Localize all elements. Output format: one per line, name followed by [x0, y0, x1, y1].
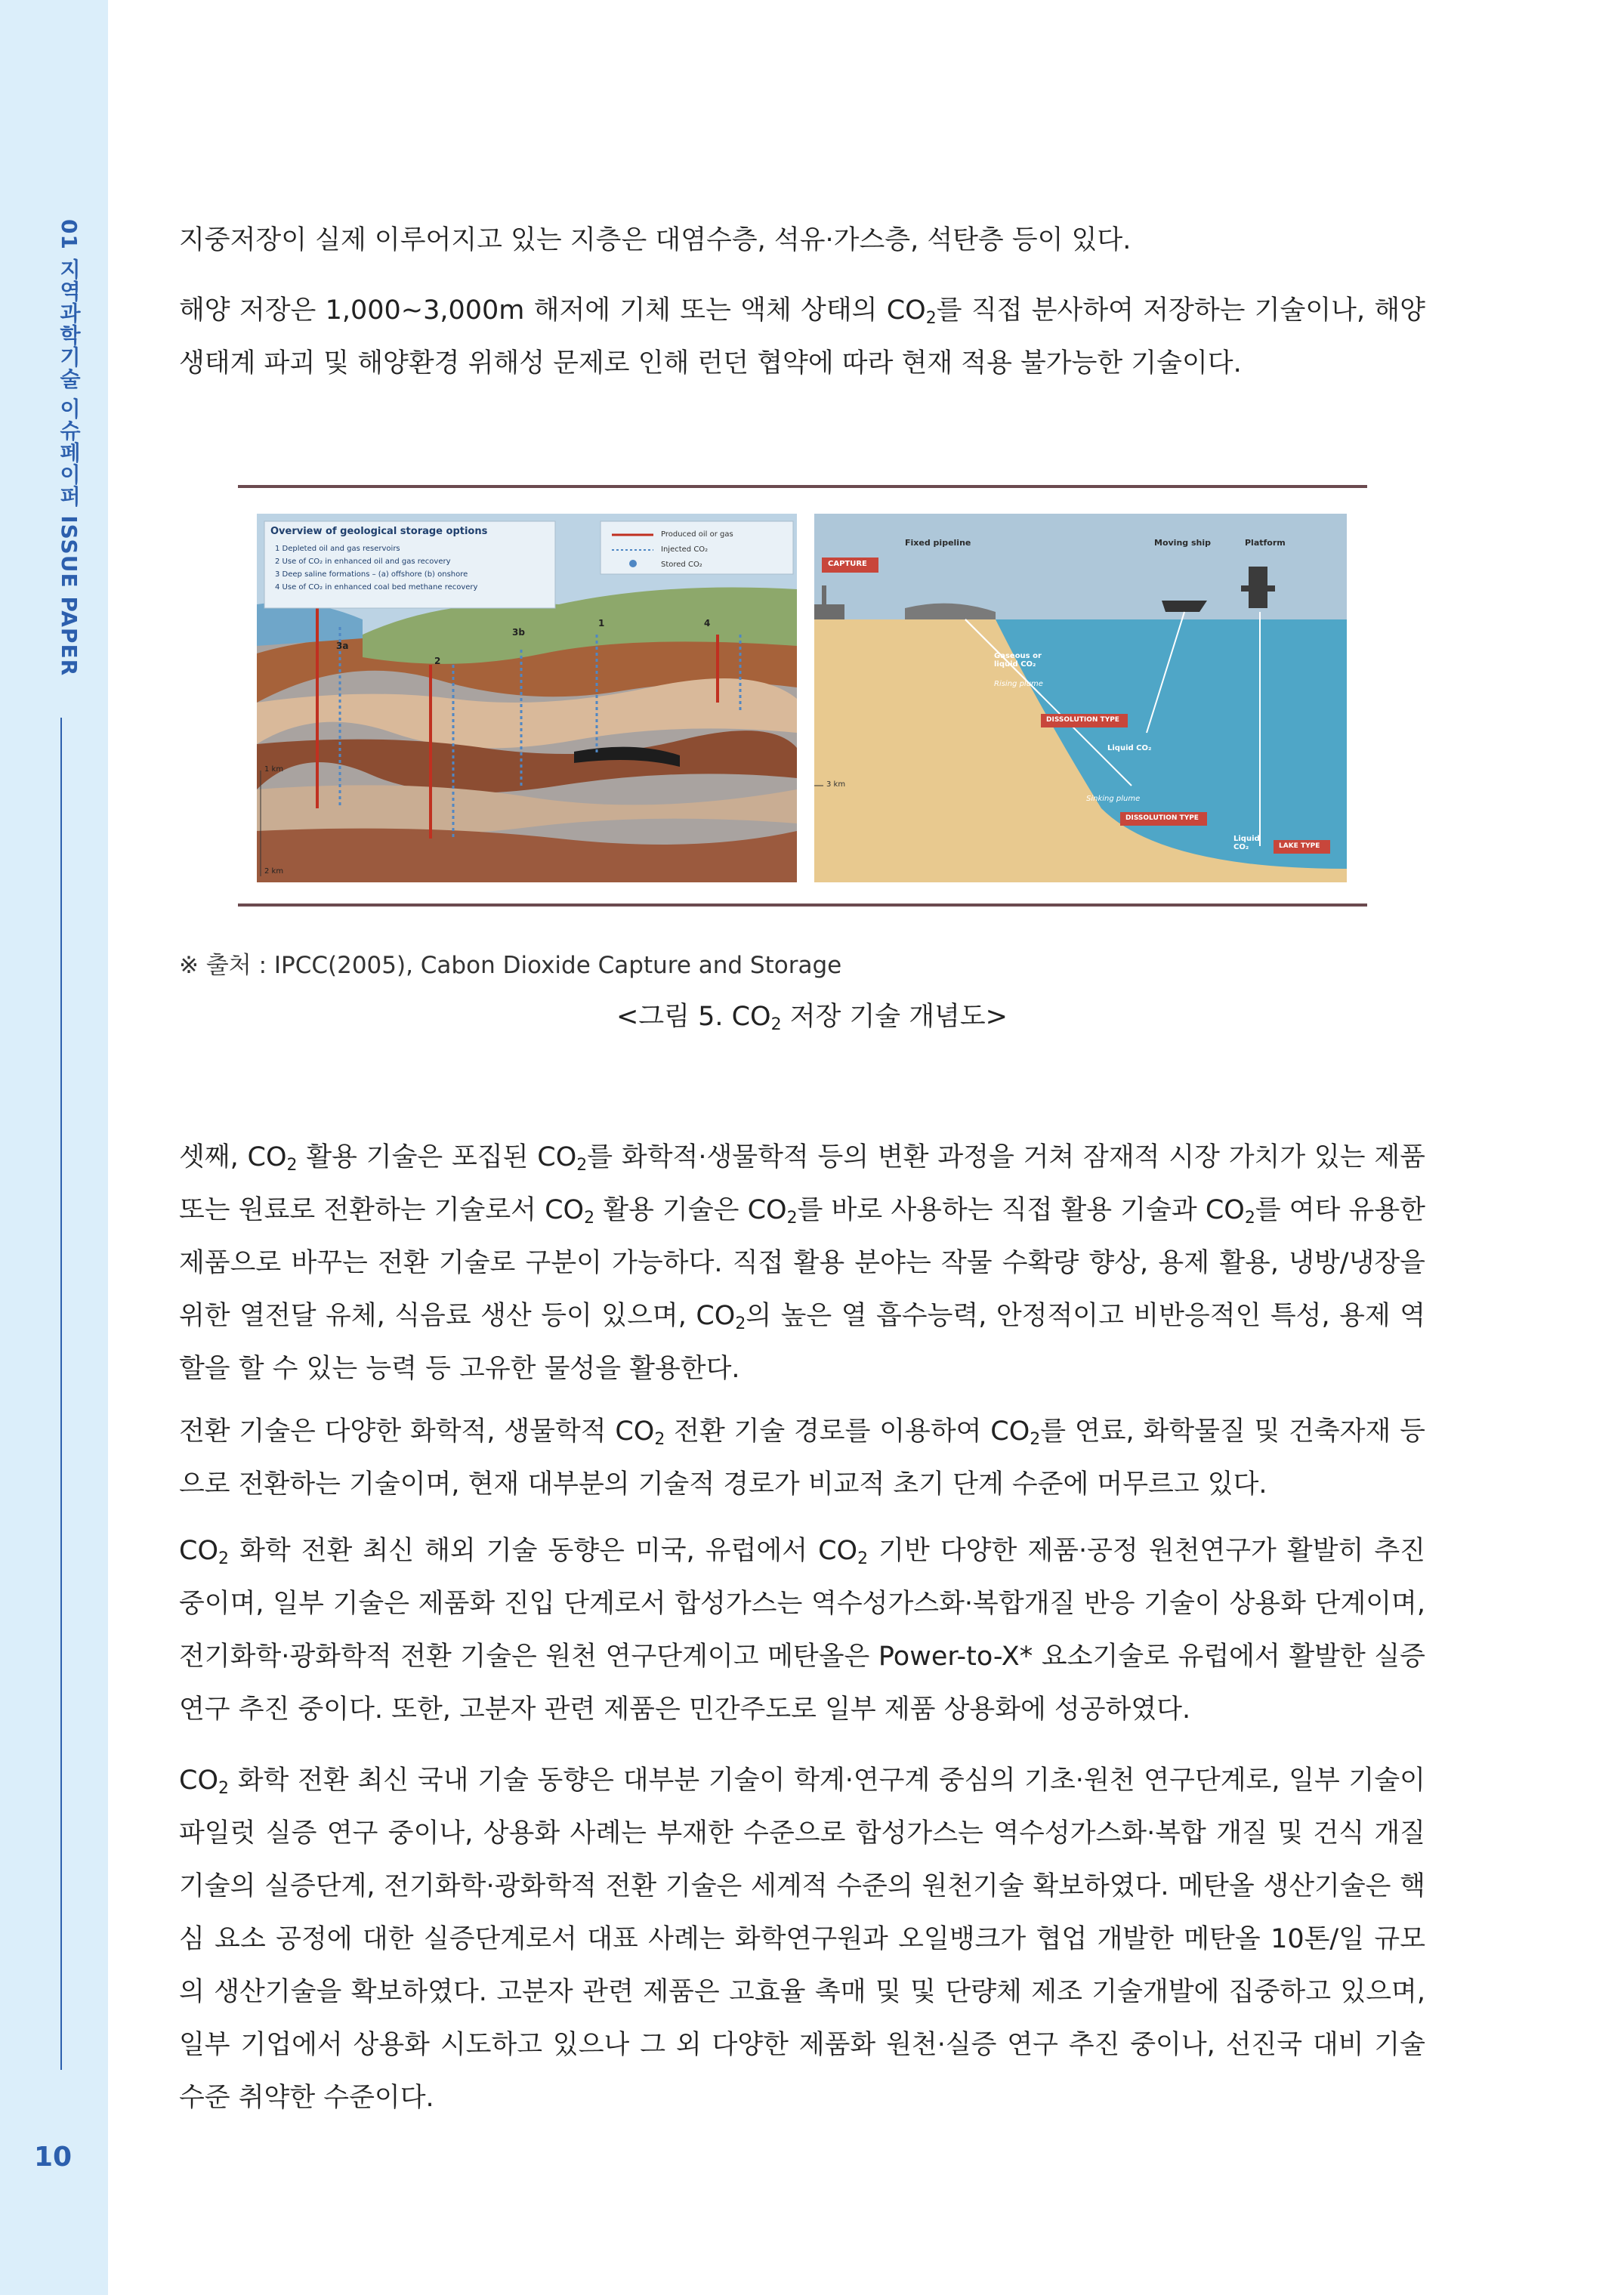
subscript: 2 [770, 1015, 782, 1034]
storage-option: 3 Deep saline formations – (a) offshore (b) onshore [275, 570, 468, 579]
marker-3b: 3b [512, 627, 525, 638]
figure-caption [0, 996, 1624, 1033]
paragraph-text: 전환 기술은 다양한 화학적, 생물학적 CO [179, 1416, 655, 1447]
paragraph-text: 를 직접 분사하여 저장하는 기술이나, 해양생태계 파괴 및 해양환경 위해성 문제로 인해 런던 협약에 따라 현재 적용 불가능한 기술이다. [179, 295, 1425, 378]
paragraph-text: 를 여타 유용한 제품으로 바꾸는 전환 기술로 구분이 가능하다. 직접 활용 분야는 작물 수확량 향상, 용제 활용, 냉방/냉장을 위한 열전달 유체, 식음료 생산 등이 있으며, CO [179, 1195, 1425, 1331]
label-sinking-plume: Sinking plume [1086, 795, 1141, 803]
marker-2: 2 [434, 656, 441, 666]
label-fixed-pipeline: Fixed pipeline [905, 538, 971, 548]
paragraph-text: 화학 전환 최신 국내 기술 동향은 대부분 기술이 학계·연구계 중심의 기초·원천 연구단계로, 일부 기술이 파일럿 실증 연구 중이나, 상용화 사례는 부재한 수준으로 합성가스는 역수성가스화·복합 개질 및 건식 개질 기술의 실증단계, 전기화학·광화학적 전환 기술은 세계적 수준의 원천기술 확보하였다. 메탄올 생산기술은 핵심 요소 공정에 대한 실증단계로서 대표 사례는 화학연구원과 오일뱅크가 협업 개발한 메탄올 10톤/일 규모의 생산기술을 확보하였다. 고분자 관련 제품은 고효율 촉매 및 및 단량체 제조 기술개발에 집중하고 있으며, 일부 기업에서 상용화 시도하고 있으나 그 외 다양한 제품화 원천·실증 연구 추진 중이나, 선진국 대비 기술 수준 취약한 수준이다. [179, 1765, 1425, 2113]
subscript: 2 [1030, 1430, 1041, 1449]
sidebar-title: 01 지역과학기술 이슈페이퍼 ISSUE PAPER [57, 219, 82, 677]
figure-bottom-rule [238, 903, 1367, 907]
paragraph-6 [179, 1754, 1425, 2124]
legend-stored: Stored CO₂ [661, 561, 702, 569]
paragraph-text: 를 연료, 화학물질 및 건축자재 등으로 전환하는 기술이며, 현재 대부분의 기술적 경로가 비교적 초기 단계 수준에 머무르고 있다. [179, 1416, 1425, 1500]
page-number: 10 [33, 2142, 73, 2173]
paragraph-text: CO [179, 1536, 218, 1566]
subscript: 2 [1244, 1209, 1255, 1228]
paragraph-4 [179, 1405, 1425, 1511]
sidebar [0, 0, 108, 2295]
paragraph-text: 의 높은 열 흡수능력, 안정적이고 비반응적인 특성, 용제 역할을 할 수 있는 능력 등 고유한 물성을 활용한다. [179, 1301, 1425, 1384]
subscript: 2 [584, 1209, 595, 1228]
storage-option: 1 Depleted oil and gas reservoirs [275, 545, 400, 553]
subscript: 2 [735, 1314, 746, 1333]
label-liquid-co2-lake: Liquid CO₂ [1233, 835, 1260, 851]
storage-option: 4 Use of CO₂ in enhanced coal bed methane recovery [275, 583, 478, 592]
subscript: 2 [925, 309, 937, 328]
paragraph-1 [179, 214, 1425, 267]
subscript: 2 [576, 1156, 588, 1175]
ocean-storage-illustration [814, 514, 1347, 882]
legend-injected: Injected CO₂ [661, 545, 709, 554]
storage-options-list [275, 542, 477, 594]
paragraph-text: CO [179, 1765, 218, 1796]
label-lake-type: LAKE TYPE [1279, 842, 1320, 850]
label-3km: 3 km [826, 780, 846, 789]
storage-options-title: Overview of geological storage options [270, 526, 488, 537]
paragraph-text: 지중저장이 실제 이루어지고 있는 지층은 대염수층, 석유·가스층, 석탄층 등이 있다. [179, 225, 1132, 255]
paragraph-text: 화학 전환 최신 해외 기술 동향은 미국, 유럽에서 CO [229, 1536, 858, 1566]
label-liquid-co2: Liquid CO₂ [1107, 744, 1152, 752]
label-moving-ship: Moving ship [1154, 538, 1212, 548]
label-platform: Platform [1245, 538, 1286, 548]
paragraph-text: 전환 기술 경로를 이용하여 CO [665, 1416, 1030, 1447]
paragraph-2 [179, 284, 1425, 390]
ocean-storage-diagram [814, 514, 1347, 882]
figure-source: ※ 출처 : IPCC(2005), Cabon Dioxide Capture and Storage [179, 952, 842, 979]
subscript: 2 [218, 1549, 229, 1568]
marker-1: 1 [598, 618, 605, 629]
label-dissolution-type-2: DISSOLUTION TYPE [1125, 814, 1199, 822]
storage-option: 2 Use of CO₂ in enhanced oil and gas recovery [275, 558, 451, 566]
paragraph-text: 기반 다양한 제품·공정 원천연구가 활발히 추진 중이며, 일부 기술은 제품화 진입 단계로서 합성가스는 역수성가스화·복합개질 반응 기술이 상용화 단계이며, 전기화학·광화학적 전환 기술은 원천 연구단계이고 메탄올은 Power-to-X* 요소기술로 유럽에서 활발한 실증 연구 추진 중이다. 또한, 고분자 관련 제품은 민간주도로 일부 제품 상용화에 성공하였다. [179, 1536, 1425, 1725]
paragraph-text: 활용 기술은 포집된 CO [297, 1142, 577, 1172]
geological-storage-diagram [257, 514, 797, 882]
label-dissolution-type-1: DISSOLUTION TYPE [1046, 716, 1119, 724]
marker-3a: 3a [336, 641, 349, 651]
subscript: 2 [654, 1430, 665, 1449]
storage-legend [661, 527, 733, 573]
paragraph-text: 해양 저장은 1,000~3,000m 해저에 기체 또는 액체 상태의 CO [179, 295, 926, 326]
depth-1km: 1 km [264, 765, 284, 774]
label-rising-plume: Rising plume [994, 680, 1043, 688]
subscript: 2 [857, 1549, 869, 1568]
legend-produced: Produced oil or gas [661, 530, 733, 539]
label-gaseous: Gaseous or liquid CO₂ [994, 652, 1042, 669]
paragraph-5 [179, 1524, 1425, 1736]
paragraph-text: 를 화학적·생물학적 등의 변환 과정을 거쳐 잠재적 시장 가치가 있는 제품 또는 원료로 전환하는 기술로서 CO [179, 1142, 1425, 1225]
paragraph-text: 셋째, CO [179, 1142, 287, 1172]
label-capture: CAPTURE [828, 560, 867, 568]
marker-4: 4 [704, 618, 711, 629]
paragraph-3 [179, 1131, 1425, 1395]
paragraph-text: 를 바로 사용하는 직접 활용 기술과 CO [797, 1195, 1245, 1225]
paragraph-text: 활용 기술은 CO [594, 1195, 787, 1225]
depth-2km: 2 km [264, 867, 284, 876]
sidebar-divider [60, 718, 62, 2070]
caption-text: 저장 기술 개념도> [781, 1002, 1008, 1032]
figure-top-rule [238, 485, 1367, 488]
subscript: 2 [286, 1156, 298, 1175]
subscript: 2 [786, 1209, 798, 1228]
caption-text: <그림 5. CO [616, 1002, 771, 1032]
subscript: 2 [218, 1779, 229, 1798]
